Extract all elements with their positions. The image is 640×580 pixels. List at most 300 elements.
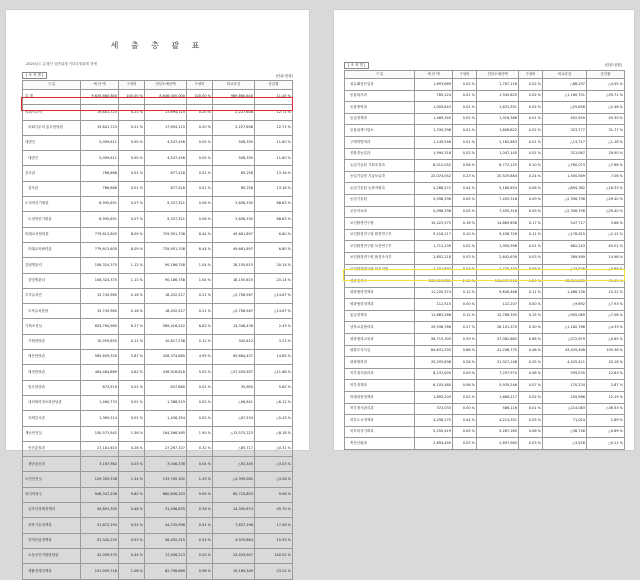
row-value: 0.05 %: [519, 415, 543, 427]
row-value: 0.06 %: [519, 183, 543, 195]
row-value: 104,057,516: [477, 276, 519, 288]
row-value: 0.20 %: [187, 120, 213, 135]
row-value: 0.08 %: [519, 368, 543, 380]
row-value: 20.18 %: [587, 357, 625, 369]
row-label: 재난대응과: [23, 457, 81, 472]
row-value: 101,955,718: [81, 564, 119, 579]
row-value: 129,305,338: [81, 472, 119, 487]
row-value: 14,865,658: [477, 218, 519, 230]
row-value: 15.22 %: [587, 287, 625, 299]
row-value: 0.06 %: [519, 426, 543, 438]
row-value: 3,187,982: [81, 457, 119, 472]
row-value: 2,642,639: [477, 252, 519, 264]
row-value: 8,237,005: [415, 368, 453, 380]
row-value: 673,510: [81, 380, 119, 395]
row-value: 2,227,608: [213, 105, 255, 120]
row-label: 복지여성국: [23, 487, 81, 502]
row-value: 0.26 %: [453, 357, 477, 369]
row-value: 0.12 %: [453, 287, 477, 299]
row-value: 1,945,825: [477, 90, 519, 102]
row-value: 46,492,315: [145, 533, 187, 548]
row-value: 98,815,865: [543, 276, 587, 288]
row-label: 기획조정실: [23, 319, 81, 334]
row-label: 동물복지과: [345, 90, 415, 102]
row-value: 4,547,456: [145, 135, 187, 150]
header-budget: 예 산 액: [81, 81, 119, 90]
row-value: 1,050,996: [477, 241, 519, 253]
row-value: 0.04 %: [453, 183, 477, 195]
row-label: 투자유치담당: [23, 304, 81, 319]
row-value: △92,345: [213, 457, 255, 472]
row-value: 44,235,998: [145, 518, 187, 533]
row-value: 1,016,386: [477, 113, 519, 125]
row-value: 0.11 %: [519, 287, 543, 299]
row-value: 0.48 %: [519, 345, 543, 357]
row-value: 729,951,708: [145, 227, 187, 242]
row-value: △214,083: [543, 403, 587, 415]
table-row: [345, 171, 625, 183]
row-value: △4,395,062: [213, 472, 255, 487]
row-value: △894,382: [543, 183, 587, 195]
row-label: 보건환경연구원 북부지원: [345, 264, 415, 276]
row-value: △2.12 %: [587, 229, 625, 241]
header-prev-ratio: 구성비: [519, 71, 543, 79]
row-label: 감염병관리: [23, 258, 81, 273]
header-rate: 증감률: [255, 81, 293, 90]
row-value: 25,293,638: [415, 357, 453, 369]
total-row-highlight: [21, 97, 293, 111]
row-value: 8.09 %: [119, 227, 145, 242]
row-value: 2.10 %: [453, 276, 477, 288]
row-value: 0.07 %: [119, 197, 145, 212]
table-row: [23, 533, 293, 548]
row-value: 11.80 %: [255, 135, 293, 150]
table-row: [345, 206, 625, 218]
row-value: △0.11 %: [587, 438, 625, 450]
row-value: 0.01 %: [453, 102, 477, 114]
row-value: 17,694,115: [145, 105, 187, 120]
row-value: 508,355: [213, 151, 255, 166]
table-row: [345, 299, 625, 311]
table-row: [23, 227, 293, 242]
row-value: 0.07 %: [119, 212, 145, 227]
row-label: 평화협력정책과: [345, 299, 415, 311]
row-value: 0.03 %: [453, 438, 477, 450]
row-value: 100.00 %: [119, 90, 145, 105]
row-value: 2,701,807: [415, 264, 453, 276]
row-value: 18,452,527: [145, 288, 187, 303]
row-value: 0.11 %: [119, 334, 145, 349]
row-value: 0.02 %: [519, 102, 543, 114]
row-value: 1,550,569: [543, 171, 587, 183]
row-value: 0.01 %: [187, 166, 213, 181]
table-row: [23, 426, 293, 441]
row-value: 5,337,321: [145, 212, 187, 227]
row-value: 12,788,355: [477, 310, 519, 322]
row-value: 0.04 %: [453, 415, 477, 427]
unit-label: (단위:천원): [604, 63, 622, 67]
table-row: [345, 345, 625, 357]
row-value: 2,694,455: [415, 438, 453, 450]
row-value: △16.33 %: [587, 183, 625, 195]
row-value: 26,101,370: [477, 322, 519, 334]
row-value: 12.83 %: [587, 368, 625, 380]
row-value: 464,484,889: [81, 365, 119, 380]
row-label: 미래성장정책과: [345, 392, 415, 404]
table-row: [23, 472, 293, 487]
row-label: 보건환경연구원 보건연구부: [345, 241, 415, 253]
table-row: [345, 218, 625, 230]
row-value: 4,214,351: [477, 415, 519, 427]
row-value: 6.80 %: [255, 227, 293, 242]
table-row: [23, 197, 293, 212]
row-value: 0.02 %: [519, 125, 543, 137]
row-value: 0.07 %: [519, 380, 543, 392]
row-value: 0.25 %: [519, 357, 543, 369]
row-value: 0.00 %: [519, 299, 543, 311]
row-value: 436,918,818: [145, 365, 187, 380]
header-category: 구 분: [345, 71, 415, 79]
row-value: 0.05 %: [453, 206, 477, 218]
row-value: 5.87 %: [119, 350, 145, 365]
row-value: 0.01 %: [187, 181, 213, 196]
row-value: 0.10 %: [453, 229, 477, 241]
table-row: [345, 438, 625, 450]
row-value: 989,860,800: [213, 90, 255, 105]
row-value: 8.44 %: [187, 227, 213, 242]
row-value: 0.51 %: [187, 518, 213, 533]
row-label: 북부비상기획과: [345, 426, 415, 438]
row-value: △23,526: [543, 264, 587, 276]
table-row: [23, 151, 293, 166]
row-value: 0.02 %: [187, 411, 213, 426]
row-value: 51,872,194: [81, 518, 119, 533]
row-label: 평화협력과: [345, 357, 415, 369]
row-value: 5,098,336: [415, 206, 453, 218]
unit-label: (단위:천원): [275, 74, 293, 78]
table-row: [345, 102, 625, 114]
row-value: △57,405,637: [213, 365, 255, 380]
table-row: [23, 564, 293, 579]
row-value: 18,452,527: [145, 304, 187, 319]
row-label: 과학기술정책과: [23, 518, 81, 533]
row-value: 14,392,674: [213, 503, 255, 518]
row-label: 도민안전실: [23, 472, 81, 487]
row-value: 9.95 %: [187, 487, 213, 502]
table-row: [23, 273, 293, 288]
row-value: 8.44 %: [187, 242, 213, 257]
row-value: 9,635,860,800: [81, 90, 119, 105]
row-value: 4.82 %: [119, 365, 145, 380]
row-value: 202,313,381: [415, 276, 453, 288]
row-value: 2,227,608: [213, 120, 255, 135]
row-value: 946,347,206: [81, 487, 119, 502]
table-row: [345, 125, 625, 137]
row-value: 9,216,117: [415, 229, 453, 241]
row-value: 63.01 %: [587, 241, 625, 253]
row-value: 0.21 %: [119, 105, 145, 120]
row-value: 289,589: [543, 252, 587, 264]
row-label: 남북교류협력과: [345, 322, 415, 334]
row-value: 9,436,726: [477, 229, 519, 241]
row-value: 150,573,942: [81, 426, 119, 441]
row-value: 14.85 %: [255, 350, 293, 365]
row-value: 0.01 %: [119, 166, 145, 181]
row-value: 1,005,643: [415, 102, 453, 114]
row-value: △7.93 %: [587, 299, 625, 311]
row-value: 0.02 %: [453, 148, 477, 160]
row-label: 동물방역과: [345, 102, 415, 114]
row-label: 평화협력국: [345, 276, 415, 288]
row-value: 452,959: [543, 113, 587, 125]
row-value: 1,990,316: [415, 148, 453, 160]
row-value: △11.68 %: [255, 365, 293, 380]
row-value: 3.68 %: [587, 218, 625, 230]
row-value: 0.04 %: [187, 457, 213, 472]
row-value: △96,641: [213, 395, 255, 410]
row-value: △7.08 %: [587, 310, 625, 322]
row-value: 0.02 %: [453, 241, 477, 253]
row-label: 세정담당관: [23, 365, 81, 380]
row-value: 1,767,116: [477, 79, 519, 91]
row-label: 대변인: [23, 135, 81, 150]
row-value: 1,895,203: [415, 392, 453, 404]
row-value: 1.04 %: [187, 258, 213, 273]
row-label: 대변인: [23, 151, 81, 166]
table-row: [345, 380, 625, 392]
table-row: [23, 441, 293, 456]
row-value: 51,342,225: [81, 533, 119, 548]
row-value: △0.31 %: [255, 441, 293, 456]
table-header-row: [345, 71, 625, 79]
row-value: 1,330,398: [415, 125, 453, 137]
header-prev-budget: 전년도예산액: [477, 71, 519, 79]
row-value: △29.40 %: [587, 206, 625, 218]
row-value: 603,764,980: [81, 319, 119, 334]
row-value: 0.02 %: [119, 395, 145, 410]
header-budget: 예 산 액: [415, 71, 453, 79]
table-row: [345, 252, 625, 264]
row-value: 5,099,611: [81, 135, 119, 150]
row-value: △4.33 %: [587, 322, 625, 334]
row-value: △0.69 %: [587, 426, 625, 438]
row-value: △85,717: [213, 441, 255, 456]
row-value: 5,160,654: [477, 183, 519, 195]
table-row: [23, 365, 293, 380]
row-value: 8,012,052: [415, 160, 453, 172]
row-value: 18,155,615: [213, 258, 255, 273]
table-row: [23, 242, 293, 257]
table-row: [23, 181, 293, 196]
row-value: 1.55 %: [187, 472, 213, 487]
row-value: 1,460,733: [81, 395, 119, 410]
row-label: 일자리경제정책과: [23, 503, 81, 518]
row-value: 90,186,758: [145, 258, 187, 273]
row-value: 19,841,723: [81, 120, 119, 135]
row-value: 785,124: [415, 90, 453, 102]
table-row: [23, 166, 293, 181]
header-prev-budget: 전년도예산액: [145, 81, 187, 90]
row-value: 17.26 %: [255, 518, 293, 533]
row-label: 평화협력정책과: [345, 287, 415, 299]
row-value: 2.43 %: [255, 319, 293, 334]
row-value: 17,694,115: [145, 120, 187, 135]
row-value: 9,640,466: [477, 287, 519, 299]
left-document-page: [6, 10, 309, 573]
row-value: 7.06 %: [587, 171, 625, 183]
row-value: 14,348,438: [213, 319, 255, 334]
header-diff: 비교증감: [213, 81, 255, 90]
row-value: 0.01 %: [119, 181, 145, 196]
table-row: [23, 457, 293, 472]
table-row: [23, 487, 293, 502]
row-value: △88,297: [543, 79, 587, 91]
row-value: △1,162,766: [543, 322, 587, 334]
row-label: 구제역방역과: [345, 136, 415, 148]
row-value: 0.30 %: [519, 322, 543, 334]
peace-cooperation-row-highlight: [343, 269, 625, 281]
row-value: 15,745,960: [81, 304, 119, 319]
table-row: [23, 411, 293, 426]
row-value: 4,970,664: [213, 533, 255, 548]
row-value: △2.48 %: [587, 102, 625, 114]
table-row: [345, 148, 625, 160]
row-value: 10,959,850: [81, 334, 119, 349]
row-value: 0.01 %: [187, 380, 213, 395]
row-value: 0.01 %: [519, 148, 543, 160]
row-label: 의회사무처: [23, 105, 81, 120]
row-value: 0.05 %: [453, 194, 477, 206]
row-value: 0.06 %: [187, 212, 213, 227]
row-value: 589,416,542: [145, 319, 187, 334]
row-value: 6.80 %: [255, 242, 293, 257]
row-value: 56,715,305: [415, 334, 453, 346]
row-value: 4.95 %: [187, 350, 213, 365]
header-rate: 증감률: [587, 71, 625, 79]
row-value: 140.52 %: [255, 548, 293, 563]
row-value: 2,725,333: [477, 264, 519, 276]
row-value: 0.08 %: [453, 160, 477, 172]
table-row: [345, 241, 625, 253]
row-value: 779,613,605: [81, 242, 119, 257]
row-value: 0.09 %: [453, 368, 477, 380]
row-value: 0.00 %: [453, 403, 477, 415]
row-value: 6,995,651: [81, 197, 119, 212]
table-row: [345, 160, 625, 172]
table-row: [23, 258, 293, 273]
row-value: 323,777: [543, 125, 587, 137]
row-label: 보건환경연구원: [345, 218, 415, 230]
row-value: △87,534: [213, 411, 255, 426]
row-label: 의회사무처 총무담당관: [23, 120, 81, 135]
row-value: △9,692: [543, 299, 587, 311]
row-value: 6,995,651: [81, 212, 119, 227]
row-value: 7,455,316: [477, 206, 519, 218]
table-row: [345, 229, 625, 241]
row-value: 0.23 %: [453, 171, 477, 183]
row-value: 82,796,869: [145, 564, 187, 579]
row-value: 14.98 %: [587, 252, 625, 264]
row-label: 안전총괄과: [23, 441, 81, 456]
row-label: 농업기술원: [345, 194, 415, 206]
table-row: [23, 380, 293, 395]
row-value: 0.36 %: [187, 503, 213, 518]
row-value: 1,712,239: [415, 241, 453, 253]
row-value: 1.04 %: [187, 273, 213, 288]
row-value: △7.66 %: [587, 160, 625, 172]
row-label: 북부정책과: [345, 380, 415, 392]
row-value: 2,852,218: [415, 252, 453, 264]
row-value: 779,613,605: [81, 227, 119, 242]
row-value: 4,425,411: [543, 357, 587, 369]
row-value: 4,547,456: [145, 151, 187, 166]
row-value: 372,033: [415, 403, 453, 415]
row-label: 통일정책과: [345, 310, 415, 322]
row-value: 41,206,775: [477, 345, 519, 357]
row-label: 북부청사관리과: [345, 403, 415, 415]
row-value: 1,606,822: [477, 125, 519, 137]
row-value: 1,388,519: [145, 395, 187, 410]
table-row: [23, 212, 293, 227]
row-value: 6.27 %: [119, 319, 145, 334]
row-value: 0.28 %: [119, 441, 145, 456]
row-value: 1,047,145: [477, 148, 519, 160]
row-value: 0.02 %: [519, 392, 543, 404]
row-value: 205,986: [543, 392, 587, 404]
row-value: 0.66 %: [519, 334, 543, 346]
row-value: 0.12 %: [187, 334, 213, 349]
row-value: 1,456,354: [145, 411, 187, 426]
row-value: 45.70 %: [255, 503, 293, 518]
document-title: 세 출 총 괄 표: [110, 41, 205, 50]
row-value: 133,700,302: [145, 472, 187, 487]
row-label: 북부도시정책과: [345, 415, 415, 427]
row-value: 12.71 %: [255, 105, 293, 120]
row-label: 예산담당관: [23, 350, 81, 365]
row-value: 89,258: [213, 181, 255, 196]
row-label: 미래교육협력관: [23, 242, 81, 257]
row-value: 1,149,546: [415, 136, 453, 148]
row-value: 342,612: [213, 334, 255, 349]
row-label: 친환경농업과: [345, 148, 415, 160]
row-value: △760,073: [543, 160, 587, 172]
row-value: 637,860: [145, 380, 187, 395]
right-document-page: [334, 10, 634, 450]
row-label: 자체감사관: [23, 411, 81, 426]
row-value: 0.02 %: [519, 90, 543, 102]
row-value: 4,298,175: [415, 415, 453, 427]
row-value: 0.02 %: [519, 79, 543, 91]
row-value: 3,658,330: [213, 212, 255, 227]
row-value: 1.20 %: [519, 276, 543, 288]
row-value: △3,528: [543, 438, 587, 450]
row-value: 1.34 %: [119, 472, 145, 487]
row-value: 9.96 %: [255, 487, 293, 502]
row-value: 23.22 %: [255, 564, 293, 579]
row-value: 8,646,000,000: [145, 90, 187, 105]
row-label: 평화부지사실: [345, 345, 415, 357]
row-value: 100.00 %: [187, 90, 213, 105]
row-value: 0.06 %: [187, 197, 213, 212]
row-label: 농업기술원 기술보급과: [345, 171, 415, 183]
row-value: 15,745,960: [81, 288, 119, 303]
row-value: 0.09 %: [519, 194, 543, 206]
row-value: 0.01 %: [453, 90, 477, 102]
row-value: 112,515: [415, 299, 453, 311]
row-value: △2,356,798: [543, 206, 587, 218]
row-value: 95.11 %: [587, 276, 625, 288]
row-value: 0.05 %: [119, 135, 145, 150]
